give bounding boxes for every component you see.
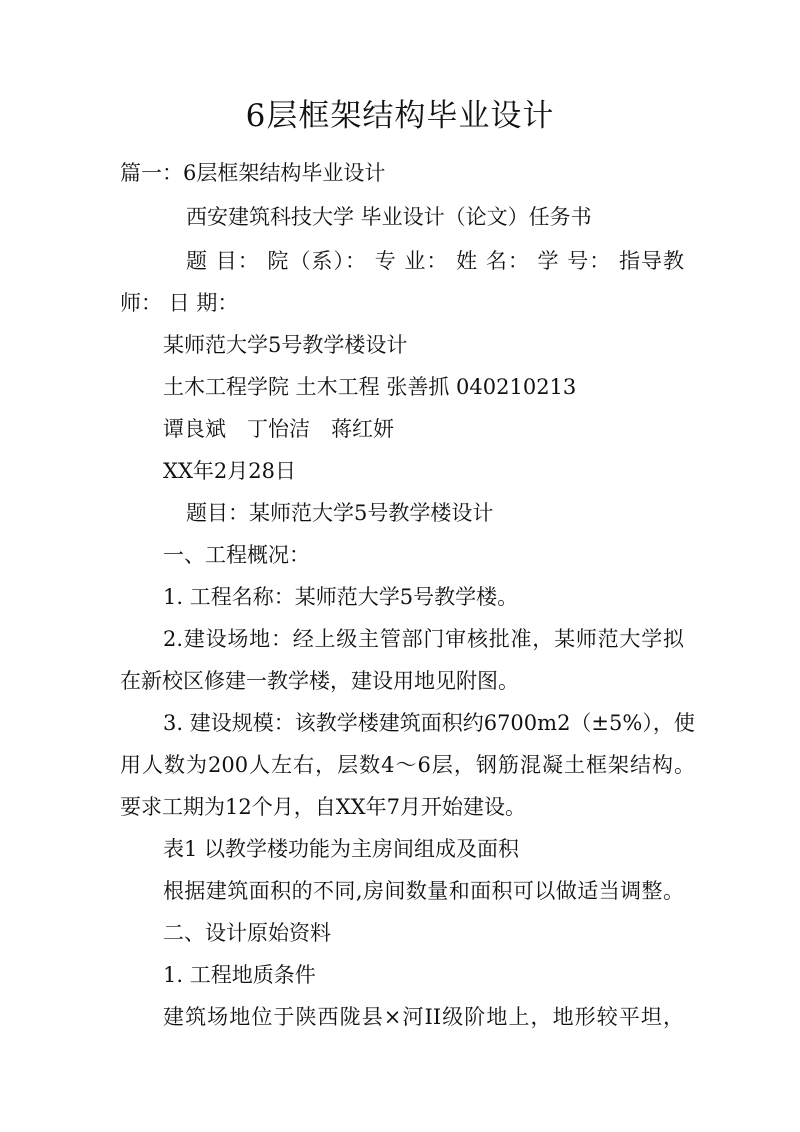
line-geology-text: 建筑场地位于陕西陇县×河II级阶地上，地形较平坦， <box>163 1005 684 1029</box>
line-project-name: 1. 工程名称：某师范大学5号教学楼。 <box>163 585 519 609</box>
line-student-info: 土木工程学院 土木工程 张善抓 040210213 <box>163 375 577 399</box>
line-project-title: 某师范大学5号教学楼设计 <box>163 333 408 357</box>
line-date: XX年2月28日 <box>163 459 296 483</box>
line-geology-heading: 1. 工程地质条件 <box>163 963 316 987</box>
line-topic: 题目：某师范大学5号教学楼设计 <box>186 501 494 525</box>
line-table-caption: 表1 以教学楼功能为主房间组成及面积 <box>163 837 520 861</box>
line-site-1: 2.建设场地：经上级主管部门审核批准，某师范大学拟 <box>163 627 684 651</box>
line-form-fields: 题 目： 院（系）： 专 业： 姓 名： 学 号： 指导教 <box>186 249 684 273</box>
line-advisors: 谭良斌 丁怡洁 蒋红妍 <box>163 417 394 441</box>
section-heading-overview: 一、工程概况： <box>163 543 310 567</box>
line-scale-3: 要求工期为12个月，自XX年7月开始建设。 <box>120 795 526 819</box>
section-heading-design-data: 二、设计原始资料 <box>163 921 331 945</box>
line-heading-part1: 篇一：6层框架结构毕业设计 <box>120 161 386 185</box>
line-scale-1: 3. 建设规模：该教学楼建筑面积约6700m2（±5%），使 <box>163 711 695 735</box>
line-adjust-note: 根据建筑面积的不同,房间数量和面积可以做适当调整。 <box>163 879 684 903</box>
document-title: 6层框架结构毕业设计 <box>245 98 555 134</box>
line-school-task: 西安建筑科技大学 毕业设计（论文）任务书 <box>186 205 592 229</box>
line-scale-2: 用人数为200人左右，层数4～6层，钢筋混凝土框架结构。 <box>120 753 695 777</box>
line-site-2: 在新校区修建一教学楼，建设用地见附图。 <box>120 669 519 693</box>
line-form-fields-cont: 师： 日 期： <box>120 291 239 315</box>
